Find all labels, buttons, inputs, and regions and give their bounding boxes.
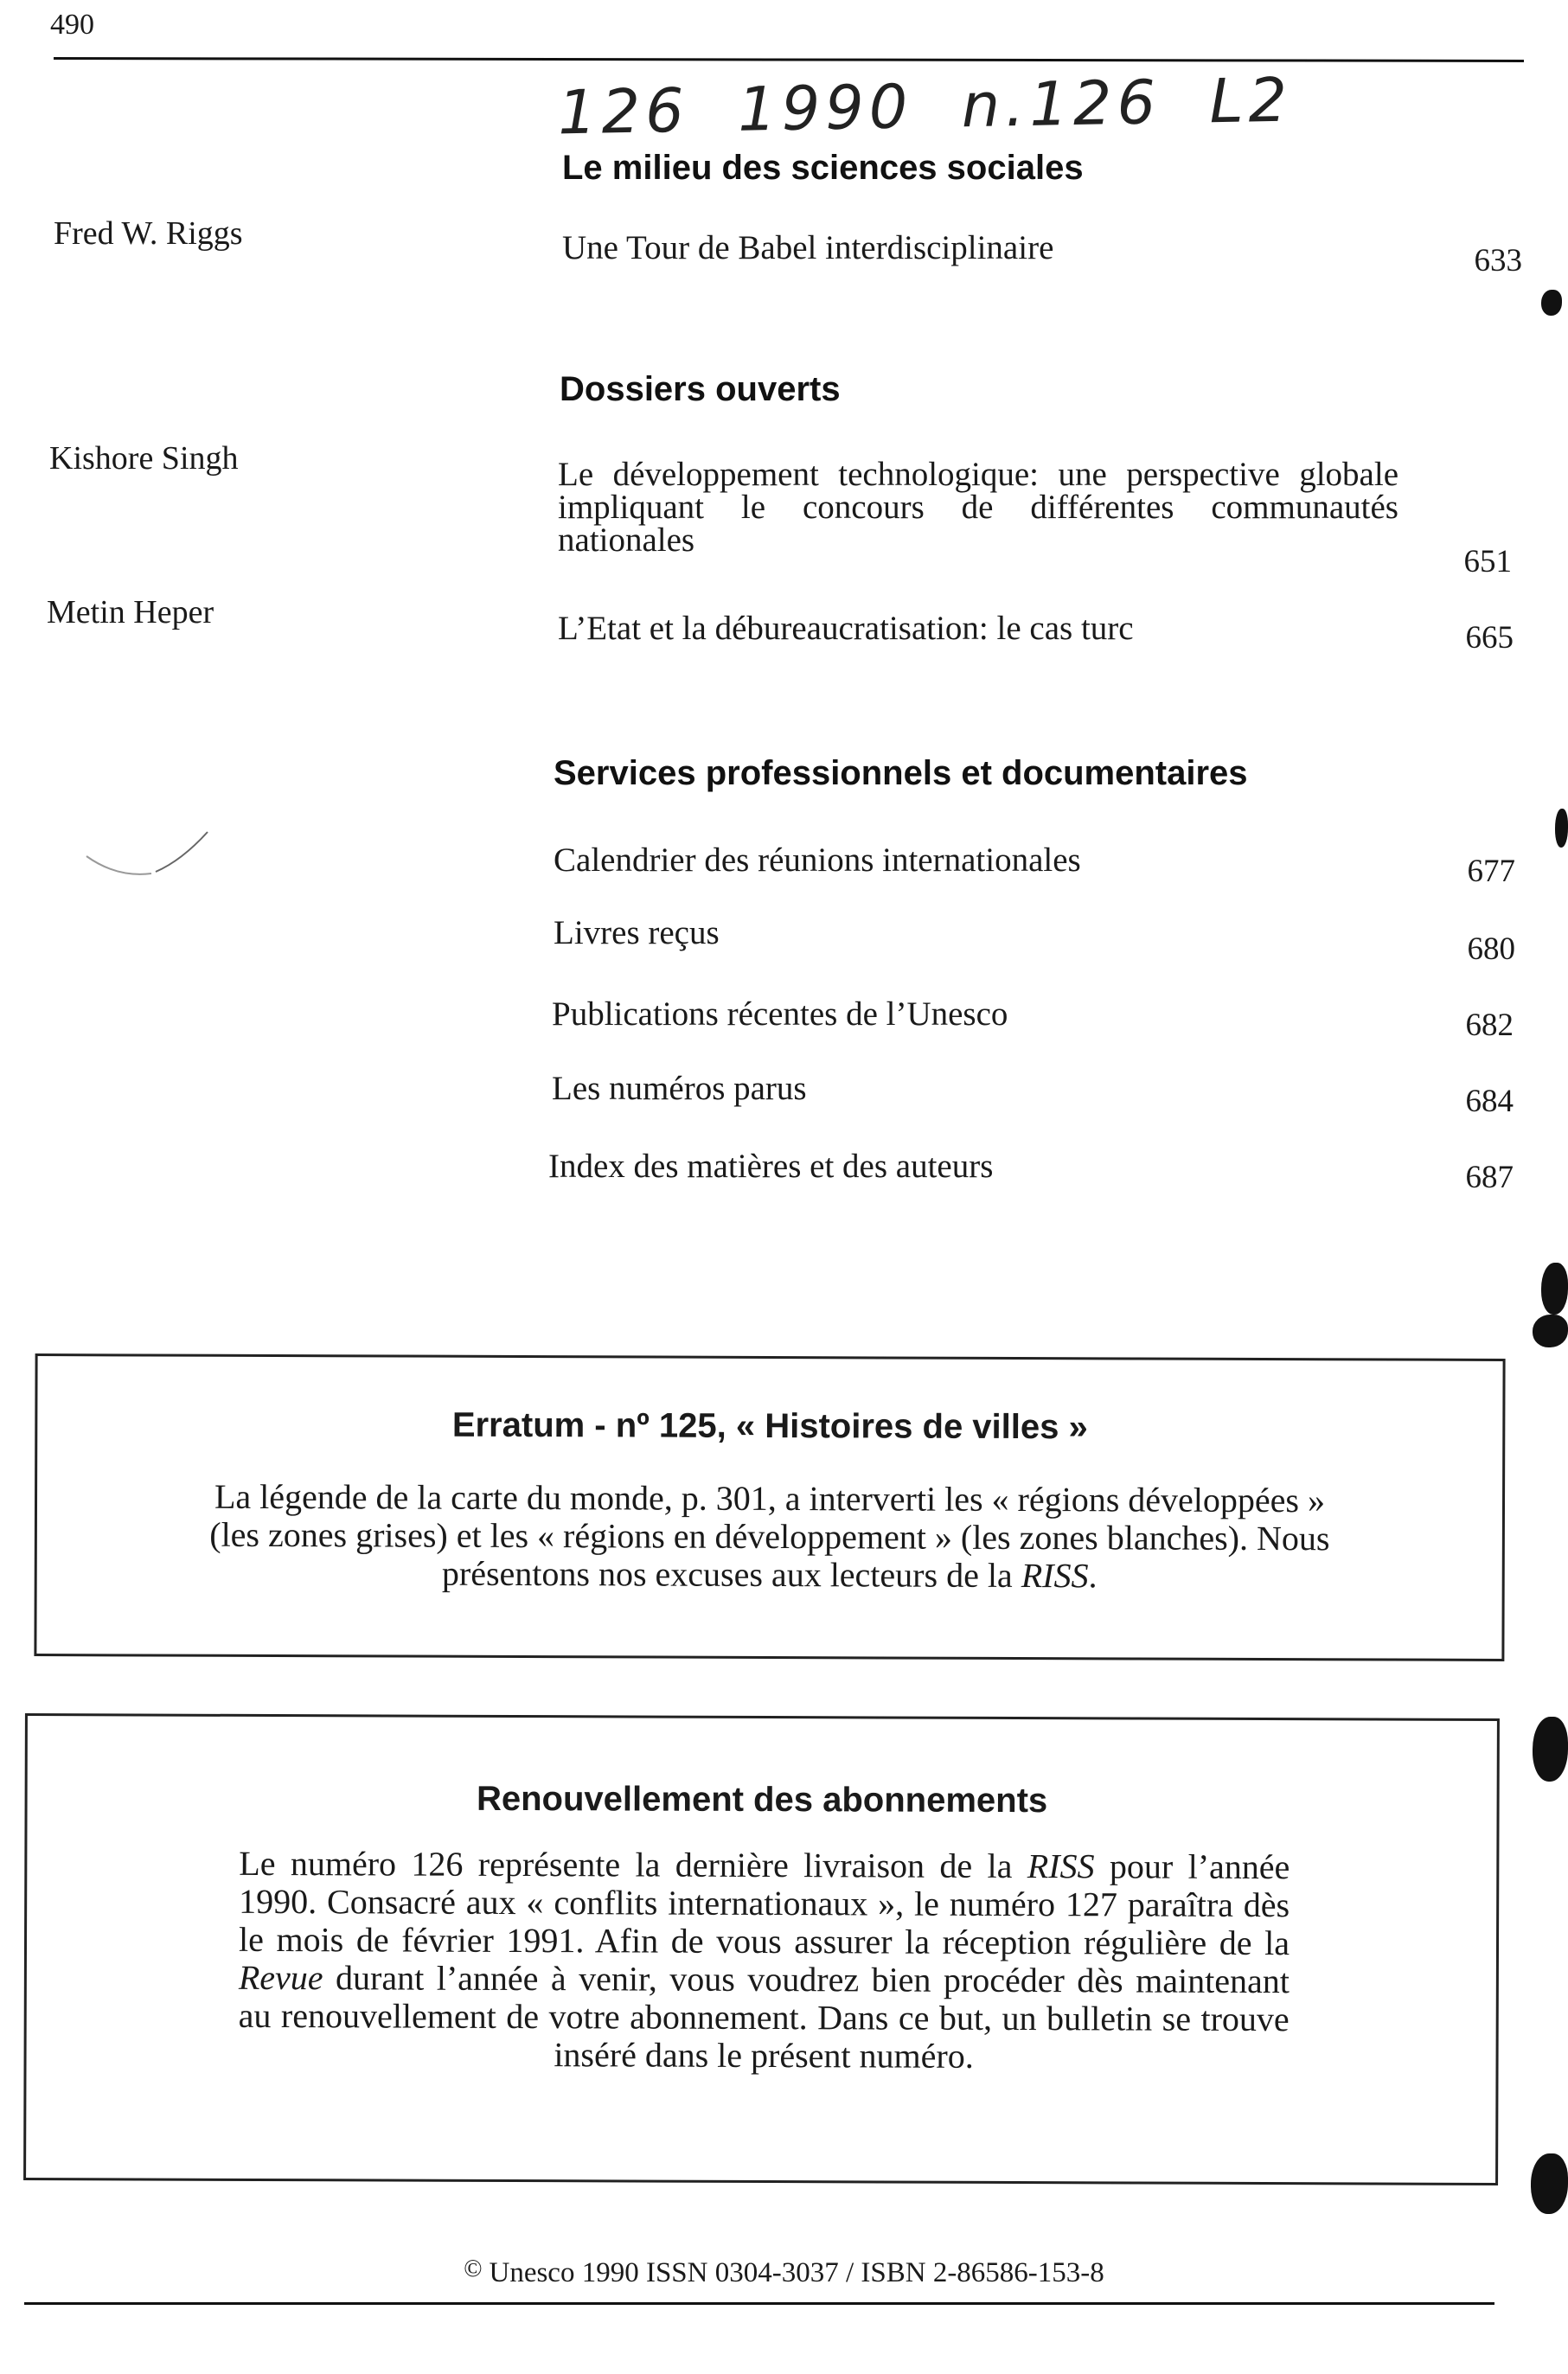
section-heading-milieu: Le milieu des sciences sociales [562,149,1084,187]
erratum-text [37,1477,1502,1597]
toc-page-651: 651 [1463,544,1512,579]
toc-page-665: 665 [1465,620,1514,656]
toc-page-677: 677 [1467,854,1515,889]
toc-page-687: 687 [1465,1160,1514,1195]
toc-title-riggs: Une Tour de Babel interdisciplinaire [562,229,1054,266]
top-rule [54,57,1524,62]
toc-title-numeros: Les numéros parus [552,1070,807,1107]
riss-italic: RISS [1021,1556,1089,1596]
toc-title-publications: Publications récentes de l’Unesco [552,995,1008,1033]
bottom-rule [24,2302,1494,2305]
copyright-text: Unesco 1990 ISSN 0304-3037 / ISBN 2-86586-153-8 [489,2257,1104,2288]
section-heading-services: Services professionnels et documentaires [554,754,1248,792]
page-number: 490 [50,9,94,41]
toc-title-index: Index des matières et des auteurs [548,1148,994,1185]
pencil-tick-mark [82,830,221,891]
riss-italic: RISS [1027,1846,1095,1886]
scan-artifact [1533,1717,1568,1782]
scan-artifact [1555,809,1568,848]
toc-page-684: 684 [1465,1084,1514,1119]
scan-artifact [1533,1315,1568,1347]
section-heading-dossiers: Dossiers ouverts [560,370,841,408]
revue-italic: Revue [238,1957,323,1998]
toc-page-633: 633 [1474,243,1522,278]
author-riggs: Fred W. Riggs [54,215,243,252]
author-heper: Metin Heper [47,594,214,630]
scan-artifact [1541,290,1562,316]
erratum-text-line-2: (les zones grises) et les « régions en développement » (les zones blanches). Nous [209,1514,1330,1558]
toc-title-singh: Le développement technologique: une perspective globale impliquant le concours de différentes communautés nationales [558,456,1398,559]
scan-artifact [1541,1263,1568,1315]
copyright-footer [0,2256,1568,2289]
toc-page-682: 682 [1465,1008,1514,1043]
toc-title-calendrier: Calendrier des réunions internationales [554,841,1081,879]
copyright-symbol: © [464,2256,483,2282]
erratum-text-line-1: La légende de la carte du monde, p. 301, a interverti les « régions développées » [214,1476,1326,1520]
renouvellement-box [23,1713,1500,2185]
toc-page-680: 680 [1467,931,1515,967]
handwritten-note: 126 1990 n.126 L2 [557,64,1293,149]
toc-title-heper: L’Etat et la débureaucratisation: le cas turc [558,610,1134,647]
scan-artifact [1531,2153,1568,2214]
erratum-box [34,1353,1505,1661]
renouvellement-text: Le numéro 126 représente la dernière livraison de la RISS pour l’année 1990. Consacré aux « conflits internationaux », le numéro 127 paraîtra dès le mois de février 1991. Afin de vous assurer la réception régulière de la Revue durant l’année à venir, vous voudrez bien procéder dès maintenant au renouvellement de votre abonnement. Dans ce but, un bulletin se trouve inséré dans le présent numéro. [238,1843,1290,2076]
erratum-text-line-3: présentons nos excuses aux lecteurs de la RISS. [441,1553,1098,1596]
toc-title-livres: Livres reçus [554,914,720,951]
renouvellement-title: Renouvellement des abonnements [476,1779,1048,1820]
erratum-title: Erratum - nº 125, « Histoires de villes » [451,1405,1088,1447]
author-singh: Kishore Singh [49,440,239,477]
